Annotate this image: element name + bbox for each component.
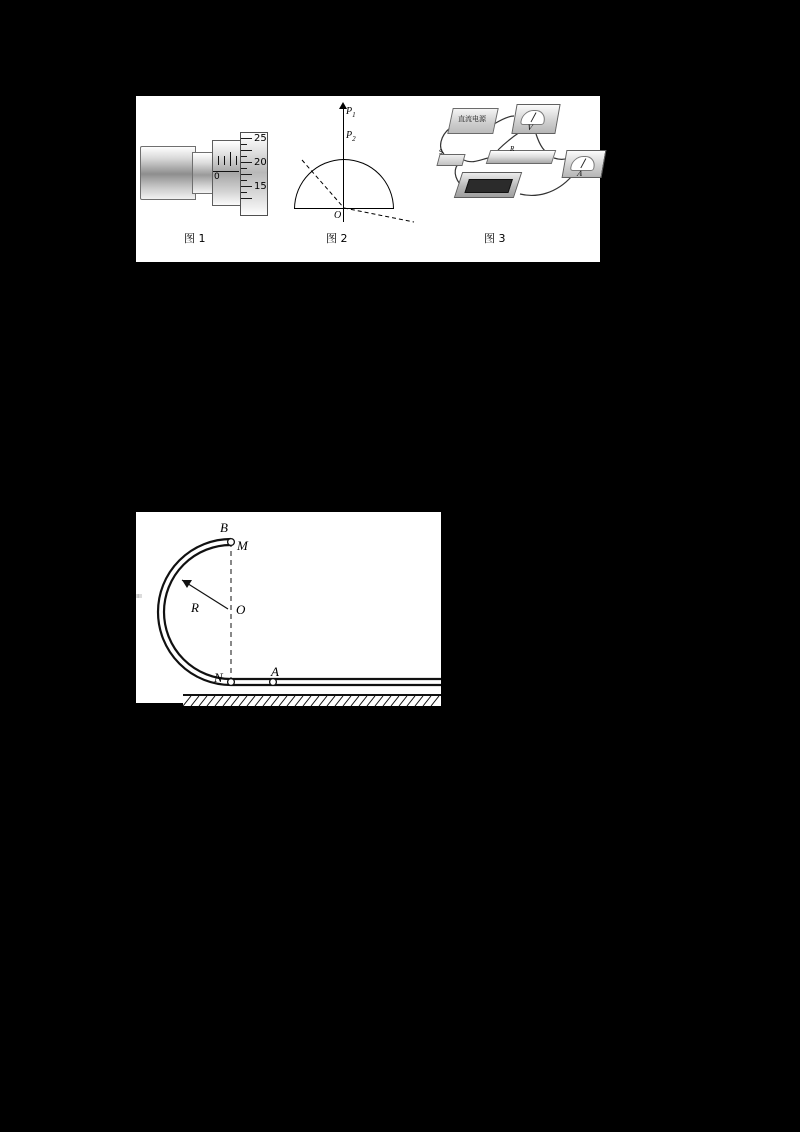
label-m: M <box>237 538 248 553</box>
resistor-board <box>454 172 522 198</box>
semicircle-figure <box>296 102 426 224</box>
ground-hatching <box>183 694 441 706</box>
ray-path <box>296 152 422 224</box>
micrometer-scale-20: 20 <box>254 157 267 168</box>
label-o-center: O <box>334 210 342 221</box>
voltmeter <box>511 104 560 134</box>
circular-track-figure <box>136 512 441 703</box>
circuit-figure <box>436 102 600 226</box>
label-r: R <box>191 600 199 615</box>
resistor-board-surface <box>464 179 513 193</box>
track-drawing <box>136 512 441 703</box>
rheostat <box>486 150 557 164</box>
barrel-tick <box>224 156 225 165</box>
barrel-tick <box>236 156 237 165</box>
barrel-tick <box>218 156 219 165</box>
switch-label: S <box>439 149 443 156</box>
scan-artifact: ||||||| <box>136 594 142 598</box>
ammeter-symbol: A <box>576 169 584 178</box>
figure-strip <box>136 96 600 262</box>
label-n: N <box>214 670 223 685</box>
label-o: O <box>236 602 246 617</box>
micrometer-figure <box>140 122 270 222</box>
caption-fig2: 图 2 <box>326 232 348 245</box>
label-p1: $P_1$ <box>346 106 356 119</box>
caption-fig1: 图 1 <box>184 232 206 245</box>
barrel-tick <box>230 152 231 166</box>
label-a: A <box>271 664 279 679</box>
caption-fig3: 图 3 <box>484 232 506 245</box>
micrometer-scale-15: 15 <box>254 181 267 192</box>
voltmeter-symbol: V <box>526 123 534 132</box>
micrometer-frame <box>140 146 196 200</box>
micrometer-scale-25: 25 <box>254 133 267 144</box>
label-p2: $P_2$ <box>346 130 356 143</box>
label-b: B <box>220 520 228 535</box>
barrel-zero-label: 0 <box>214 172 220 182</box>
ammeter <box>562 150 607 178</box>
power-supply-label: 直流电源 <box>458 115 486 123</box>
rheostat-label: R <box>510 145 515 153</box>
